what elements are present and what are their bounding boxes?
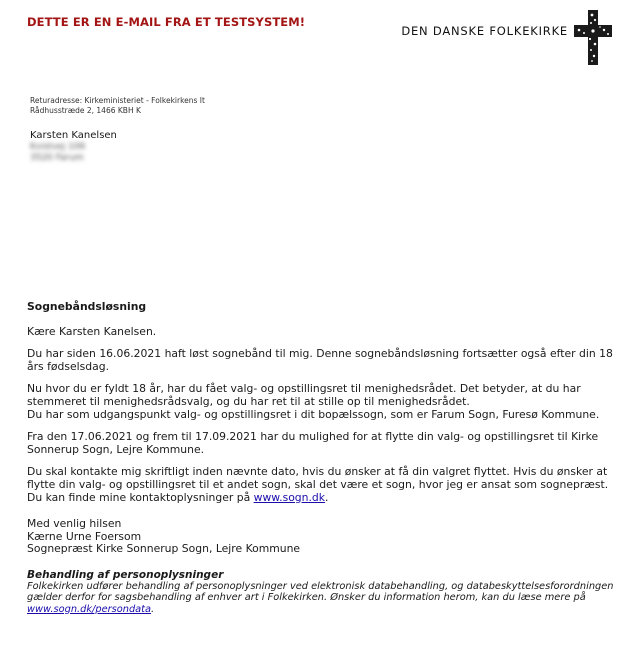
paragraph-2	[27, 383, 617, 421]
paragraph-4-text: Du skal kontakte mig skriftligt inden nævnte dato, hvis du ønsker at få din valgret flyttet. Hvis du ønsker at flytte din valg- og opstillingsret til et andet sogn, skal det være et sogn, hvor jeg er ansat som sognepræst. Du kan finde mine kontaktoplysninger på	[27, 465, 609, 504]
sogn-link[interactable]: www.sogn.dk	[253, 490, 326, 504]
paragraph-3: Fra den 17.06.2021 og frem til 17.09.2021 har du mulighed for at flytte din valg- og opstillingsret til Kirke Sonnerup Sogn, Lejre Kommune.	[27, 430, 599, 456]
closing-phrase: Med venlig hilsen	[27, 517, 122, 531]
signer-title: Sognepræst Kirke Sonnerup Sogn, Lejre Kommune	[27, 542, 301, 556]
recipient-city: 3520 Farum	[30, 153, 84, 163]
privacy-heading: Behandling af personoplysninger	[27, 568, 224, 581]
cross-logo-icon	[573, 9, 613, 67]
paragraph-2a: Nu hvor du er fyldt 18 år, har du fået valg- og opstillingsret til menighedsrådet. Det betyder, at du har stemmeret til menighedsrådsvalg, og du har ret til at stille op til menighedsrådet.	[27, 382, 581, 408]
test-system-warning: DETTE ER EN E-MAIL FRA ET TESTSYSTEM!	[27, 15, 306, 29]
privacy-text	[27, 581, 617, 615]
privacy-notice	[27, 570, 617, 615]
signer-name: Kærne Urne Foersom	[27, 529, 142, 543]
paragraph-4	[27, 466, 617, 504]
privacy-body: Folkekirken udfører behandling af personoplysninger ved elektronisk databehandling, og databeskyttelsesforordningen gælder derfor for sagsbehandling af enhver art i Folkekirken. Ønsker du information herom, kan du læse mere på	[27, 581, 614, 604]
return-address-line2: Rådhusstræde 2, 1466 KBH K	[30, 106, 141, 115]
recipient-name: Karsten Kanelsen	[30, 130, 117, 141]
return-address	[30, 96, 205, 116]
privacy-end: .	[151, 603, 155, 615]
paragraph-1: Du har siden 16.06.2021 haft løst sognebånd til mig. Denne sognebåndsløsning fortsætter også efter din 18 års fødselsdag.	[27, 347, 613, 373]
recipient-address	[30, 130, 117, 165]
paragraph-4-end: .	[325, 490, 329, 504]
paragraph-2b: Du har som udgangspunkt valg- og opstillingsret i dit bopælssogn, som er Farum Sogn, Furesø Kommune.	[27, 407, 600, 421]
letter-greeting: Kære Karsten Kanelsen.	[27, 324, 157, 338]
letter-subject: Sognebåndsløsning	[27, 300, 147, 313]
brand-name: DEN DANSKE FOLKEKIRKE	[401, 24, 568, 38]
recipient-street: Kvistvej 106	[30, 141, 86, 152]
letter-body	[27, 301, 617, 615]
return-address-line1: Returadresse: Kirkeministeriet - Folkekirkens It	[30, 96, 205, 105]
persondata-link[interactable]: www.sogn.dk/persondata	[27, 603, 152, 615]
signature-block	[27, 518, 617, 556]
